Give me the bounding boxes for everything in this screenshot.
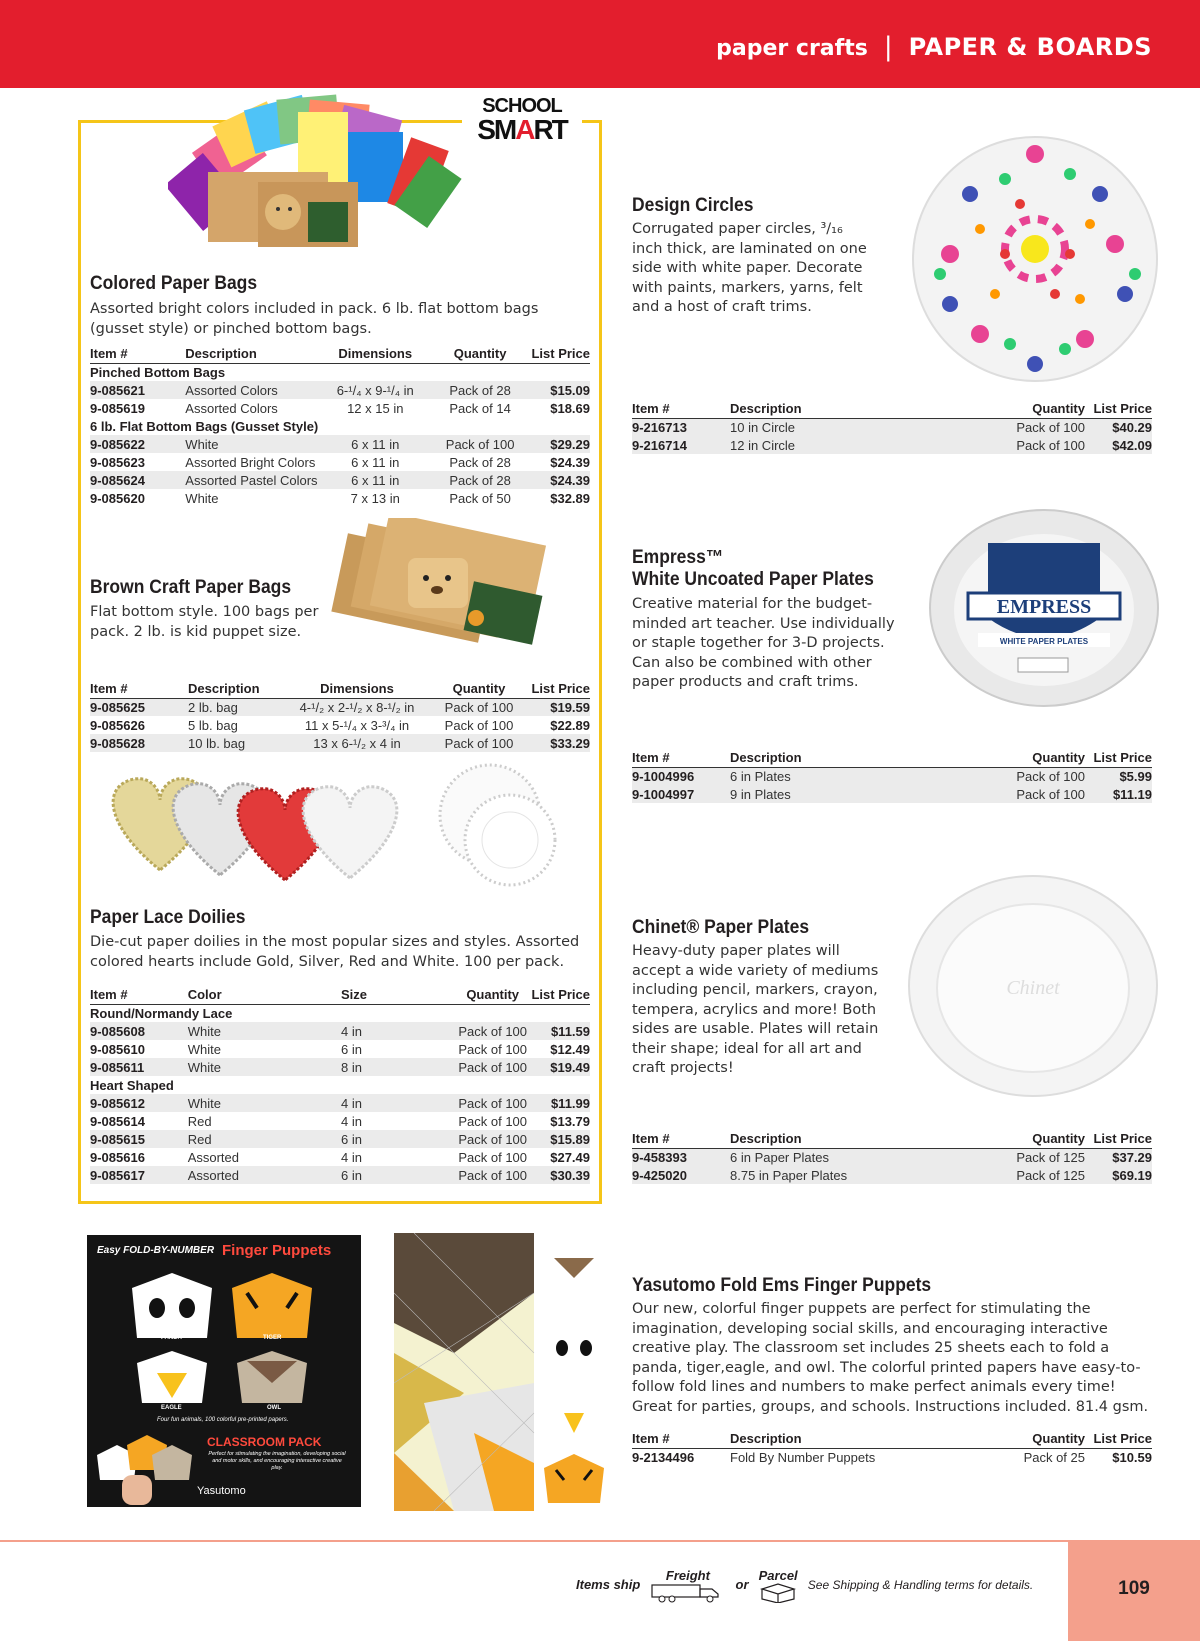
chinet-title: Chinet® Paper Plates <box>632 917 810 938</box>
col-list-price: List Price <box>1085 749 1152 767</box>
col-dimensions: Dimensions <box>318 345 433 363</box>
chinet-description: Heavy-duty paper plates will accept a wide variety of mediums including pencil, markers, crayon, tempera, acrylics and more! Both sides are usable. Plates will retain their shape; ideal for all art and craft projects! <box>632 943 879 1076</box>
empress-table <box>632 749 1152 803</box>
colored-bags-description: Assorted bright colors included in pack. 6 lb. flat bottom bags (gusset style) or pinched bottom bags. <box>90 301 539 337</box>
group-heading: Heart Shaped <box>90 1076 590 1094</box>
table-row: 9-085608 White 4 in Pack of 100 $11.59 <box>90 1023 590 1039</box>
table-row: 9-085626 5 lb. bag 11 x 5-¹/₄ x 3-³/₄ in Pack of 100 $22.89 <box>90 717 590 733</box>
col-item: Item # <box>632 749 730 767</box>
empress-description: Creative material for the budget-minded art teacher. Use individually or staple together for 3-D projects. Can also be combined with other paper products and craft trims. <box>632 596 895 690</box>
table-row: 9-085620 White 7 x 13 in Pack of 50 $32.89 <box>90 490 590 506</box>
puppets-box-headline: Finger Puppets <box>222 1242 332 1259</box>
col-description: Description <box>730 1430 970 1448</box>
col-item: Item # <box>90 345 185 363</box>
doilies-title: Paper Lace Doilies <box>90 907 246 928</box>
page-header-bar <box>0 0 1200 88</box>
empress-plate-brand: EMPRESS <box>996 596 1092 618</box>
col-quantity: Quantity <box>970 1430 1085 1448</box>
table-row: 9-085615 Red 6 in Pack of 100 $15.89 <box>90 1131 590 1147</box>
design-circles-description: Corrugated paper circles, ³/₁₆ inch thick, are laminated on one side with white paper. Decorate with paints, markers, yarns, felt and a host of craft trims. <box>632 221 867 315</box>
col-description: Description <box>185 345 317 363</box>
table-row: 9-085628 10 lb. bag 13 x 6-¹/₂ x 4 in Pack of 100 $33.29 <box>90 735 590 751</box>
puppets-box-label-tiger: TIGER <box>263 1335 282 1341</box>
paper-lace-doilies-image <box>100 760 580 890</box>
col-list-price: List Price <box>527 986 590 1004</box>
group-heading: Pinched Bottom Bags <box>90 363 590 381</box>
school-smart-logo: SCHOOL SMART <box>462 92 582 144</box>
col-item: Item # <box>632 1430 730 1448</box>
header-separator: | <box>883 32 893 62</box>
col-quantity: Quantity <box>433 345 527 363</box>
colored-bags-table <box>90 345 590 507</box>
empress-plate-image <box>928 508 1160 708</box>
col-item: Item # <box>632 1130 730 1148</box>
design-circles-table <box>632 400 1152 454</box>
table-row: 9-085622 White 6 x 11 in Pack of 100 $29.29 <box>90 436 590 452</box>
table-row: 9-085610 White 6 in Pack of 100 $12.49 <box>90 1041 590 1057</box>
col-description: Description <box>188 680 283 698</box>
brown-craft-bags-image <box>318 518 580 676</box>
group-heading: Round/Normandy Lace <box>90 1004 590 1022</box>
puppets-box-blurb: Perfect for stimulating the imagination, developing social and motor skills, and encouraging interactive creative play. <box>208 1451 346 1471</box>
chinet-table <box>632 1130 1152 1184</box>
puppets-box-tagline: Four fun animals, 100 colorful pre-printed papers. <box>157 1417 289 1423</box>
col-color: Color <box>188 986 341 1004</box>
col-quantity: Quantity <box>970 400 1085 418</box>
colored-bags-title: Colored Paper Bags <box>90 273 258 294</box>
page-number: 109 <box>1118 1578 1150 1599</box>
doilies-table <box>90 986 590 1184</box>
or-label: or <box>735 1576 749 1592</box>
page-number-box <box>1068 1540 1200 1641</box>
table-row: 9-085617 Assorted 6 in Pack of 100 $30.39 <box>90 1167 590 1183</box>
brown-bags-description: Flat bottom style. 100 bags per pack. 2 lb. is kid puppet size. <box>90 604 319 640</box>
group-heading: 6 lb. Flat Bottom Bags (Gusset Style) <box>90 417 590 435</box>
table-row: 9-085624 Assorted Pastel Colors 6 x 11 in Pack of 28 $24.39 <box>90 472 590 488</box>
finger-puppets-papers-image <box>394 1233 632 1511</box>
table-row: 9-085623 Assorted Bright Colors 6 x 11 in Pack of 28 $24.39 <box>90 454 590 470</box>
table-row: 9-085625 2 lb. bag 4-¹/₂ x 2-¹/₂ x 8-¹/₂ in Pack of 100 $19.59 <box>90 699 590 715</box>
parcel-box-icon <box>758 1583 798 1603</box>
items-ship-label: Items ship <box>576 1576 641 1592</box>
empress-title-line2: White Uncoated Paper Plates <box>632 569 874 590</box>
header-category: PAPER & BOARDS <box>908 33 1152 61</box>
empress-title-line1: Empress™ <box>632 547 724 568</box>
design-circle-image <box>910 134 1160 384</box>
col-quantity: Quantity <box>431 680 527 698</box>
colored-paper-bags-image <box>168 92 468 252</box>
freight-badge <box>650 1568 726 1603</box>
table-row: 9-085614 Red 4 in Pack of 100 $13.79 <box>90 1113 590 1129</box>
puppets-box-pack: CLASSROOM PACK <box>207 1435 322 1449</box>
table-row: 9-216714 12 in Circle Pack of 100 $42.09 <box>632 437 1152 453</box>
col-list-price: List Price <box>1085 400 1152 418</box>
finger-puppets-box-image <box>87 1235 361 1507</box>
col-quantity: Quantity <box>970 749 1085 767</box>
header-title <box>716 32 1152 62</box>
table-row: 9-1004996 6 in Plates Pack of 100 $5.99 <box>632 768 1152 784</box>
col-dimensions: Dimensions <box>283 680 431 698</box>
col-description: Description <box>730 749 970 767</box>
chinet-plate-mark: Chinet <box>1006 977 1060 999</box>
col-quantity: Quantity <box>970 1130 1085 1148</box>
col-quantity: Quantity <box>458 986 527 1004</box>
table-row: 9-085619 Assorted Colors 12 x 15 in Pack of 14 $18.69 <box>90 400 590 416</box>
col-list-price: List Price <box>1085 1130 1152 1148</box>
puppets-description: Our new, colorful finger puppets are perfect for stimulating the imagination, developing social skills, and encouraging interactive creative play. The classroom set includes 25 sheets each to fold a panda, tiger,eagle, and owl. The colorful printed papers have easy-to-follow fold lines and numbers to make perfect animals every time! Great for parties, groups, and schools. Instructions included. 81.4 gsm. <box>632 1301 1149 1415</box>
puppets-box-label-eagle: EAGLE <box>161 1405 182 1411</box>
puppets-title: Yasutomo Fold Ems Finger Puppets <box>632 1275 932 1296</box>
doilies-description: Die-cut paper doilies in the most popular sizes and styles. Assorted colored hearts include Gold, Silver, Red and White. 100 per pack. <box>90 934 580 970</box>
col-description: Description <box>730 400 970 418</box>
col-item: Item # <box>90 680 188 698</box>
table-row: 9-2134496 Fold By Number Puppets Pack of 25 $10.59 <box>632 1449 1152 1465</box>
chinet-plate-image <box>906 872 1160 1100</box>
truck-icon <box>650 1583 726 1603</box>
col-list-price: List Price <box>1085 1430 1152 1448</box>
table-row: 9-085616 Assorted 4 in Pack of 100 $27.49 <box>90 1149 590 1165</box>
header-section: paper crafts <box>716 36 868 61</box>
col-list-price: List Price <box>527 345 590 363</box>
col-list-price: List Price <box>527 680 590 698</box>
empress-plate-label: WHITE PAPER PLATES <box>999 637 1089 646</box>
table-row: 9-216713 10 in Circle Pack of 100 $40.29 <box>632 419 1152 435</box>
design-circles-title: Design Circles <box>632 195 754 216</box>
puppets-table <box>632 1430 1152 1466</box>
brown-bags-table <box>90 680 590 752</box>
table-row: 9-085621 Assorted Colors 6-¹/₄ x 9-¹/₄ in Pack of 28 $15.09 <box>90 382 590 398</box>
shipping-terms-note: See Shipping & Handling terms for details. <box>807 1577 1034 1592</box>
parcel-label: Parcel <box>758 1568 798 1583</box>
parcel-badge <box>758 1568 798 1603</box>
puppets-box-label-panda: PANDA <box>161 1335 182 1341</box>
freight-label: Freight <box>665 1568 710 1583</box>
table-row: 9-425020 8.75 in Paper Plates Pack of 125 $69.19 <box>632 1167 1152 1183</box>
footer-rule <box>0 1540 1068 1542</box>
puppets-box-kicker: Easy FOLD-BY-NUMBER <box>97 1245 215 1256</box>
col-description: Description <box>730 1130 970 1148</box>
table-row: 9-085611 White 8 in Pack of 100 $19.49 <box>90 1059 590 1075</box>
table-row: 9-458393 6 in Paper Plates Pack of 125 $37.29 <box>632 1149 1152 1165</box>
shipping-note <box>576 1568 1033 1603</box>
col-size: Size <box>341 986 458 1004</box>
col-item: Item # <box>632 400 730 418</box>
puppets-box-maker: Yasutomo <box>197 1485 246 1497</box>
table-row: 9-1004997 9 in Plates Pack of 100 $11.19 <box>632 786 1152 802</box>
brown-bags-title: Brown Craft Paper Bags <box>90 577 292 598</box>
table-row: 9-085612 White 4 in Pack of 100 $11.99 <box>90 1095 590 1111</box>
puppets-box-label-owl: OWL <box>267 1405 281 1411</box>
col-item: Item # <box>90 986 188 1004</box>
